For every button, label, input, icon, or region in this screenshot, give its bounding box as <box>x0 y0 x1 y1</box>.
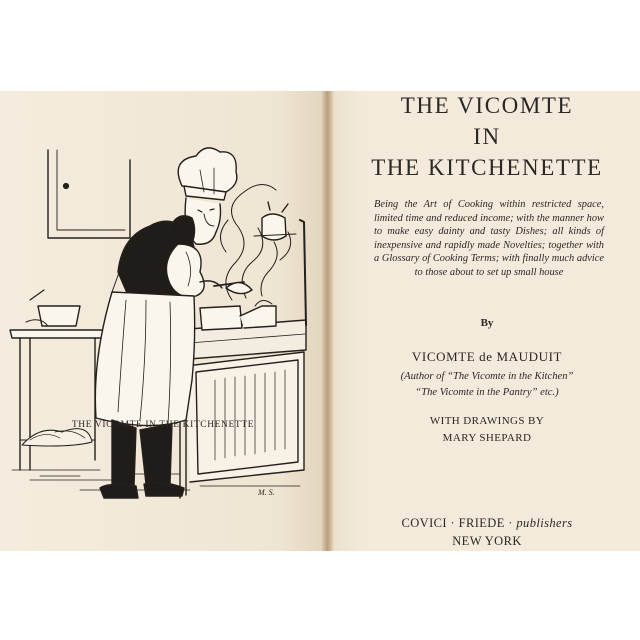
author-credit-line-1: (Author of “The Vicomte in the Kitchen” <box>400 371 574 382</box>
publisher-name-1: COVICI <box>401 516 447 530</box>
drawings-credit-line-1: WITH DRAWINGS BY <box>429 415 545 427</box>
publisher-name-2: FRIEDE <box>458 516 505 530</box>
publisher-city: NEW YORK <box>452 534 522 548</box>
book-description: Being the Art of Cooking within restricted space, limited time and reduced income; with the manner how to make easy dainty and tasty Dishes; all kinds of inexpensive and rapidly made Novelties; together with a Glossary of Cooking Terms; with finally much advice to those about to set up small house <box>374 199 604 278</box>
by-label: By <box>480 317 494 329</box>
title-line-2: IN <box>473 124 501 149</box>
artist-signature: M. S. <box>258 488 275 497</box>
publisher-line <box>334 517 640 530</box>
title-line-3: THE KITCHENETTE <box>371 155 603 180</box>
frontispiece-caption: THE VICOMTE IN THE KITCHENETTE <box>71 420 255 430</box>
author-name: VICOMTE de MAUDUIT <box>411 349 563 364</box>
author-credit-line-2: “The Vicomte in the Pantry” etc.) <box>415 387 559 398</box>
side-table <box>10 290 104 470</box>
title-line-1: THE VICOMTE <box>400 93 574 118</box>
steam <box>220 184 290 300</box>
publisher-separator-2: · <box>508 516 513 530</box>
wall-cabinet <box>48 150 130 238</box>
publisher-separator-1: · <box>450 516 456 530</box>
drawings-credit-line-2: MARY SHEPARD <box>442 432 532 444</box>
publisher-label: publishers <box>516 516 573 530</box>
stove <box>176 202 306 498</box>
